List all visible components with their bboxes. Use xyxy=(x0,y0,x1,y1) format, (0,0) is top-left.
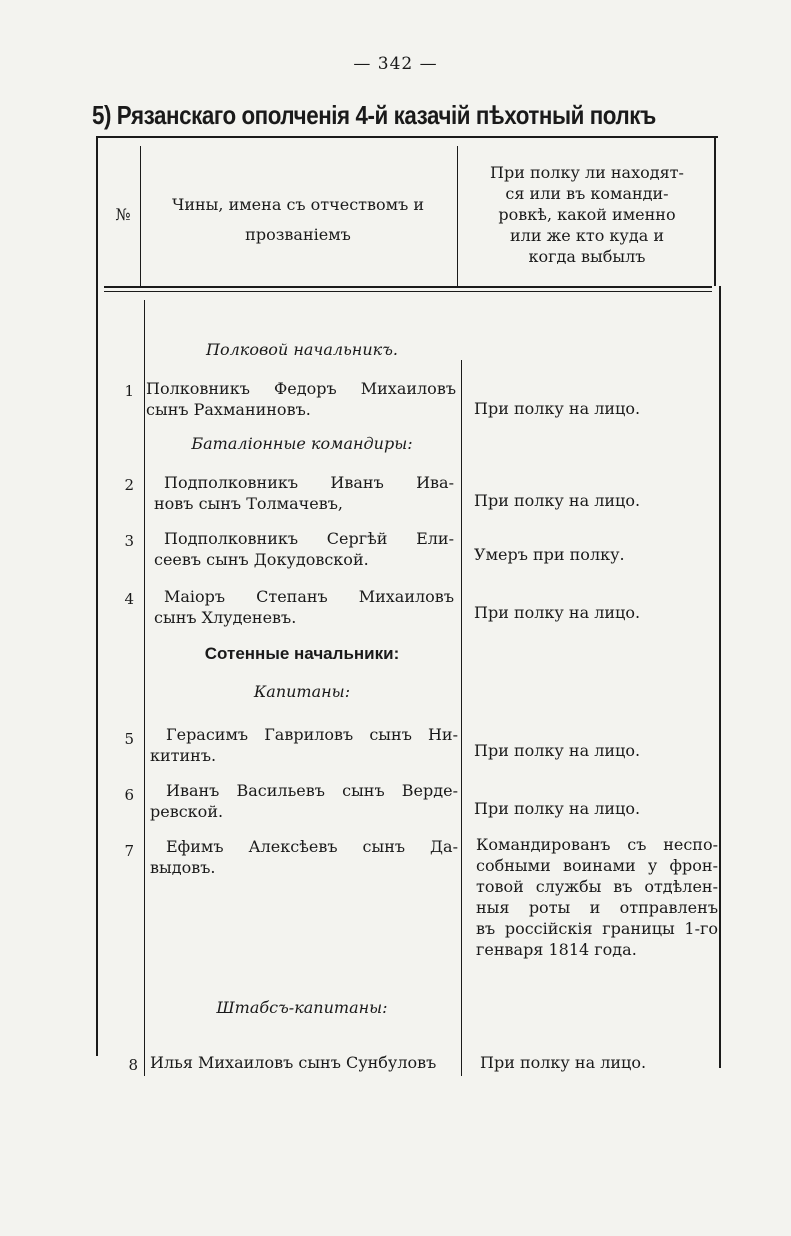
row-status-line: ныя роты и отправленъ xyxy=(476,898,718,917)
row-name xyxy=(150,836,458,878)
row-number: 5 xyxy=(124,730,134,748)
row-name-line: Маіоръ Степанъ Михаиловъ xyxy=(164,587,454,606)
row-name xyxy=(150,724,458,766)
row-status-line: генваря 1814 года. xyxy=(476,940,637,959)
header-double-rule-1 xyxy=(104,286,712,288)
header-status-line: ся или въ команди- xyxy=(505,184,669,203)
table-right-border xyxy=(714,136,716,286)
row-number: 8 xyxy=(128,1056,138,1074)
header-status-line: При полку ли находят- xyxy=(490,163,684,182)
column-divider-2-top xyxy=(457,146,458,286)
section-heading: Капитаны: xyxy=(253,682,351,701)
row-name xyxy=(154,528,454,570)
row-name xyxy=(154,472,454,514)
row-status-line: товой службы въ отдѣлен- xyxy=(476,877,718,896)
section-heading: Полковой начальникъ. xyxy=(206,340,398,359)
row-status-line: Командированъ съ неспо- xyxy=(476,835,718,854)
row-status: При полку на лицо. xyxy=(474,799,641,818)
table-right-border-lower xyxy=(719,286,721,1068)
row-number: 6 xyxy=(124,786,134,804)
table-top-rule xyxy=(96,136,718,138)
row-number: 2 xyxy=(124,476,134,494)
row-name xyxy=(146,378,456,420)
row-name-line: сынъ Рахманиновъ. xyxy=(146,400,311,419)
header-status-line: или же кто куда и xyxy=(510,226,664,245)
row-status xyxy=(476,834,718,960)
header-name-line: прозваніемъ xyxy=(245,225,351,244)
row-name-line: Герасимъ Гавриловъ сынъ Ни- xyxy=(166,725,458,744)
row-name-line: Подполковникъ Сергѣй Ели- xyxy=(164,529,454,548)
header-num: № xyxy=(115,205,131,224)
row-name-line: выдовъ. xyxy=(150,858,216,877)
row-name-line: Полковникъ Федоръ Михаиловъ xyxy=(146,379,456,398)
row-name xyxy=(154,586,454,628)
header-status-line: когда выбылъ xyxy=(528,247,646,266)
row-name xyxy=(150,780,458,822)
section-title: 5) Рязанскаго ополченія 4-й казачій пѣхотный полкъ xyxy=(92,100,656,130)
section-heading: Сотенные начальники: xyxy=(204,644,400,663)
row-number: 7 xyxy=(124,842,134,860)
column-divider-1-body xyxy=(144,300,145,1076)
column-divider-1-top xyxy=(140,146,141,286)
row-name-line: Подполковникъ Иванъ Ива- xyxy=(164,473,454,492)
row-number: 1 xyxy=(124,382,134,400)
row-status: При полку на лицо. xyxy=(474,741,641,760)
row-status: При полку на лицо. xyxy=(480,1053,647,1072)
section-heading: Штабсъ-капитаны: xyxy=(216,998,388,1017)
row-name-line: китинъ. xyxy=(150,746,217,765)
row-name-line: сеевъ сынъ Докудовской. xyxy=(154,550,369,569)
row-status: При полку на лицо. xyxy=(474,603,641,622)
header-status xyxy=(462,162,712,267)
header-name-line: Чины, имена съ отчествомъ и xyxy=(171,195,425,214)
column-divider-2-body xyxy=(461,360,462,1076)
header-name xyxy=(146,190,450,250)
row-name-line: новъ сынъ Толмачевъ, xyxy=(154,494,343,513)
row-name xyxy=(150,1052,462,1073)
row-name-line: ревской. xyxy=(150,802,224,821)
row-status-line: въ россійскія границы 1-го xyxy=(476,919,718,938)
row-number: 4 xyxy=(124,590,134,608)
row-status: При полку на лицо. xyxy=(474,399,641,418)
page-number: — 342 — xyxy=(353,54,438,74)
row-status: При полку на лицо. xyxy=(474,491,641,510)
row-name-line: Илья Михаиловъ сынъ Сунбуловъ xyxy=(150,1053,437,1072)
row-name-line: сынъ Хлуденевъ. xyxy=(154,608,297,627)
row-name-line: Ефимъ Алексѣевъ сынъ Да- xyxy=(166,837,458,856)
section-heading: Баталіонные командиры: xyxy=(191,434,413,453)
header-status-line: ровкѣ, какой именно xyxy=(498,205,676,224)
row-status-line: собными воинами у фрон- xyxy=(476,856,718,875)
row-name-line: Иванъ Васильевъ сынъ Верде- xyxy=(166,781,458,800)
header-double-rule-2 xyxy=(104,291,712,292)
row-status: Умеръ при полку. xyxy=(474,545,625,564)
row-number: 3 xyxy=(124,532,134,550)
table-left-border xyxy=(96,136,98,1056)
